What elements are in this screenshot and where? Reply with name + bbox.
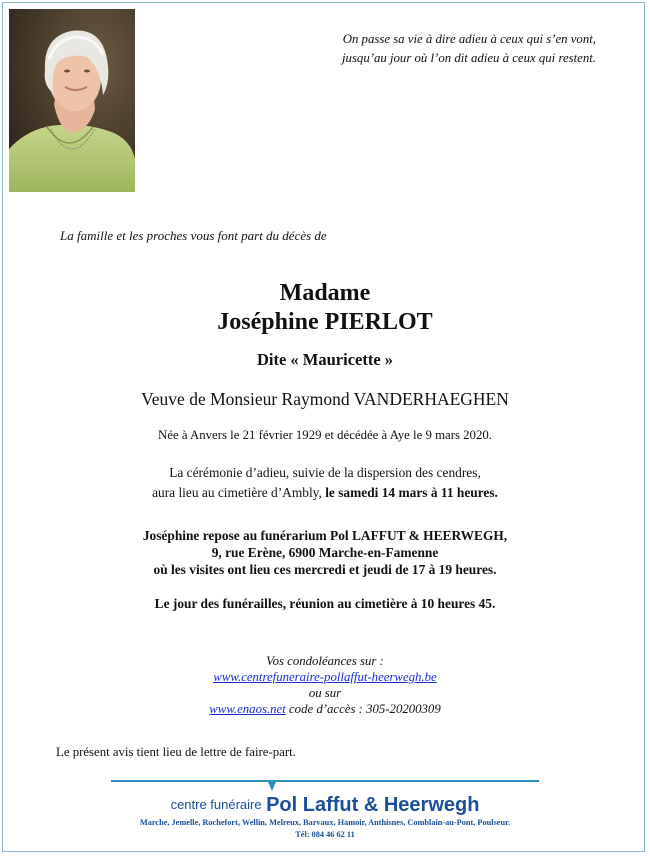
funerarium-line-1: Joséphine repose au funérarium Pol LAFFUT & HEERWEGH, bbox=[142, 528, 508, 543]
quote bbox=[200, 30, 596, 68]
access-code: code d’accès : 305-20200309 bbox=[285, 702, 441, 716]
nickname: Dite « Mauricette » bbox=[256, 350, 394, 369]
notice-statement: Le présent avis tient lieu de lettre de faire-part. bbox=[56, 745, 296, 759]
name-title: Madame bbox=[279, 280, 371, 306]
portrait-image bbox=[9, 9, 135, 192]
ceremony-line-1: La cérémonie d’adieu, suivie de la dispersion des cendres, bbox=[169, 465, 481, 480]
birth-death: Née à Anvers le 21 février 1929 et décédée à Aye le 9 mars 2020. bbox=[158, 428, 492, 442]
widow-of: Veuve de Monsieur Raymond VANDERHAEGHEN bbox=[141, 389, 509, 409]
quote-line-2: jusqu’au jour où l’on dit adieu à ceux qui restent. bbox=[341, 51, 596, 65]
funeral-home-logo bbox=[0, 794, 650, 817]
ceremony-line-2 bbox=[0, 485, 650, 501]
footer-rule bbox=[111, 780, 539, 782]
quote-line-1: On passe sa vie à dire adieu à ceux qui s’en vont, bbox=[342, 32, 596, 46]
condolences-label: Vos condoléances sur : bbox=[266, 654, 384, 668]
visiting-hours: où les visites ont lieu ces mercredi et jeudi de 17 à 19 heures. bbox=[153, 562, 497, 577]
condolences-link-2[interactable]: www.enaos.net bbox=[209, 702, 286, 716]
full-name: Joséphine PIERLOT bbox=[217, 309, 433, 335]
logo-brand: Pol Laffut & Heerwegh bbox=[266, 794, 480, 816]
portrait-photo bbox=[9, 9, 135, 192]
footer-triangle-icon bbox=[268, 782, 276, 791]
condolences-link-1-row bbox=[0, 670, 650, 685]
condolences-link-2-row bbox=[0, 702, 650, 717]
ceremony-location: aura lieu au cimetière d’Ambly, bbox=[152, 485, 326, 500]
footer-towns: Marche, Jemelle, Rochefort, Wellin, Melreux, Barvaux, Hamoir, Anthisnes, Comblain-au-Pont, Poulseur. bbox=[139, 818, 511, 827]
funerarium-address: 9, rue Erène, 6900 Marche-en-Famenne bbox=[211, 545, 439, 560]
intro-text: La famille et les proches vous font part du décès de bbox=[60, 228, 327, 243]
condolences-or: ou sur bbox=[308, 686, 342, 700]
reunion-info: Le jour des funérailles, réunion au cimetière à 10 heures 45. bbox=[154, 596, 496, 611]
ceremony-datetime: le samedi 14 mars à 11 heures. bbox=[325, 485, 498, 500]
logo-small-text: centre funéraire bbox=[170, 797, 262, 812]
footer-phone: Tél: 084 46 62 11 bbox=[295, 830, 355, 839]
condolences-link-1[interactable]: www.centrefuneraire-pollaffut-heerwegh.be bbox=[213, 670, 437, 684]
